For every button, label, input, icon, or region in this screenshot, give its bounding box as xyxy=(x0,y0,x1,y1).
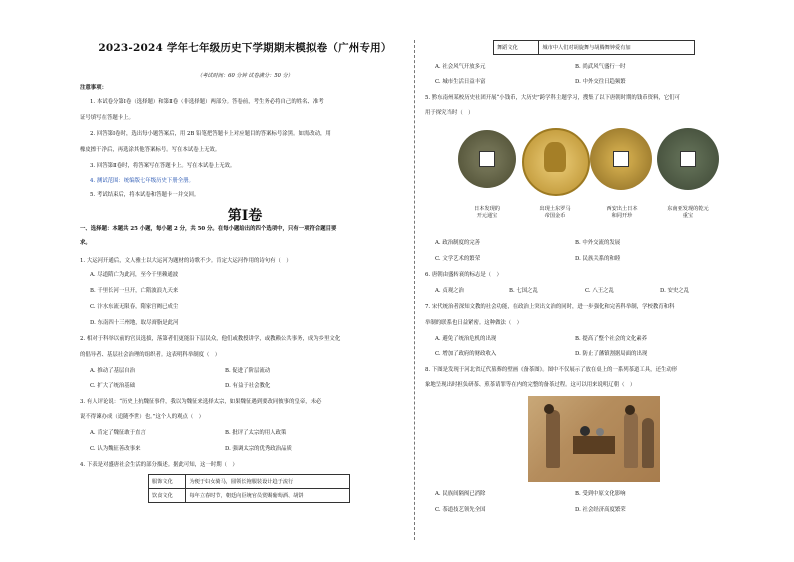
option: D. 有益于社会教化 xyxy=(225,383,271,389)
notes-label: 注意事项： xyxy=(80,85,107,91)
exam-time-note: （考试时间：60 分钟 试卷满分：50 分） xyxy=(197,73,293,79)
q4-table xyxy=(148,474,350,503)
option: A. 肯定了魏征敢于直言 xyxy=(90,430,146,436)
instructions: 一、选择题：本题共 25 小题，每小题 2 分，共 50 分。在每小题给出的四个选项中，只有一项符合题目要 xyxy=(80,226,337,232)
option: A. 政治制度的完善 xyxy=(435,240,481,246)
coin-caption xyxy=(587,206,657,220)
question-3: 3. 有人评论说：“历史上抗魏征事件，我以为魏征来选择太宗，如果魏征遇到要改同彼事的皇帝，未必 xyxy=(80,399,322,405)
q4-table-cont xyxy=(493,40,695,55)
table-cell: 舞蹈文化 xyxy=(494,41,539,55)
qianyuan-coin-image xyxy=(657,128,719,190)
kaiyuan-coin-image xyxy=(458,130,516,188)
caption-line: 和同开珍 xyxy=(611,213,633,219)
option: C. 茶道技艺领先全国 xyxy=(435,507,486,513)
question-7: 7. 宋代统治者深知文教的社会功能，在政治上突出文治的同时，进一步强化和完善科举制，学校教育和科 xyxy=(425,304,675,310)
option: A. 社会风气开放多元 xyxy=(435,64,486,70)
coin-caption xyxy=(452,206,522,220)
caption-line: 开元通宝 xyxy=(476,213,498,219)
wadokaichin-coin-image xyxy=(590,128,652,190)
caption-line: 重宝 xyxy=(682,213,694,219)
option: A. 避免了统治危机的出现 xyxy=(435,336,497,342)
option: D. 防止了藩镇割据局面的出现 xyxy=(575,351,648,357)
coin-caption xyxy=(520,206,590,220)
table-row xyxy=(149,475,350,489)
note-line: 证号填写在答题卡上。 xyxy=(80,115,134,121)
option: C. 八王之乱 xyxy=(585,288,614,294)
question-2-cont: 的倡导者、基层社会治理的组织者。这表明科举制度（ ） xyxy=(80,352,221,358)
question-6: 6. 唐朝由盛转衰的标志是（ ） xyxy=(425,272,502,278)
option: A. 推动了基层自治 xyxy=(90,368,136,374)
note-line: 5. 考试结束后，将本试卷和答题卡一并交回。 xyxy=(90,192,200,198)
option: A. 尽道隋亡为此河，至今千里赖通波 xyxy=(90,272,179,278)
option: C. 认为魏征善改事来 xyxy=(90,446,141,452)
option: B. 受到中原文化影响 xyxy=(575,491,626,497)
caption-line: 出现土东罗马 xyxy=(539,206,571,212)
option: D. 社会经济高度繁荣 xyxy=(575,507,626,513)
caption-line: 西安出土日本 xyxy=(606,206,638,212)
option: B. 促进了阶层流动 xyxy=(225,368,271,374)
note-line: 2. 回答第Ⅰ卷时，选出每小题答案后，用 2B 铅笔把答题卡上对应题目的答案标号涂黑。如需改动，用 xyxy=(90,131,331,137)
option: D. 中外交往日趋频繁 xyxy=(575,79,626,85)
option: A. 民族间隔阂已消除 xyxy=(435,491,486,497)
question-8-cont: 象地呈现出时担负研茶、煎茶请罪等在内的完整的备茶过程。这可以用来说明辽朝（ ） xyxy=(425,382,636,388)
option: C. 增加了政府的财政收入 xyxy=(435,351,497,357)
note-line: 橡皮擦干净后，再选涂其他答案标号。写在本试卷上无效。 xyxy=(80,147,221,153)
option: C. 文学艺术的繁荣 xyxy=(435,256,481,262)
question-1: 1. 大运河开通后，文人雅士以大运河为题材的诗歌不少。肯定大运河作用的诗句有（ ） xyxy=(80,258,292,264)
question-3-cont: 说不得谏办成（追随李世）也。”这个人的观点（ ） xyxy=(80,414,205,420)
table-cell: 饮食文化 xyxy=(149,489,186,503)
caption-line: 东南亚发现的乾元 xyxy=(667,206,709,212)
column-divider xyxy=(414,40,415,540)
option: D. 东南四十三州地，取尽膏脂是此河 xyxy=(90,320,179,326)
option: B. 中外交流的发展 xyxy=(575,240,621,246)
section-title: 第Ⅰ卷 xyxy=(227,208,263,224)
option: B. 七国之乱 xyxy=(509,288,538,294)
table-cell: 服饰文化 xyxy=(149,475,186,489)
option: D. 民族关系的和睦 xyxy=(575,256,621,262)
coin-caption xyxy=(653,206,723,220)
table-cell: 每年立春时节，朝廷向臣统官员赏赐葡萄酒、胡饼 xyxy=(186,489,350,503)
byzantine-gold-coin-image xyxy=(522,128,590,196)
question-8: 8. 下图是发现于河北省辽代墓葬的壁画《备茶图》。图中不仅展示了放在桌上的一系列茶道工具，还生动形 xyxy=(425,367,678,373)
option: A. 贞观之治 xyxy=(435,288,464,294)
option: C. 汴水东流无限春，隋家宫阙已成尘 xyxy=(90,304,179,310)
caption-line: 日本发现的 xyxy=(474,206,500,212)
table-row xyxy=(149,489,350,503)
option: D. 安史之乱 xyxy=(660,288,690,294)
instructions: 求。 xyxy=(80,240,91,246)
page-title: 2023-2024 学年七年级历史下学期期末模拟卷（广州专用） xyxy=(98,42,392,54)
question-7-cont: 举制的联系也日益紧密。这种做法（ ） xyxy=(425,320,523,326)
caption-line: 帝国金币 xyxy=(544,213,566,219)
tea-preparation-mural-image xyxy=(528,396,660,482)
option: D. 强调太宗的优秀政治品质 xyxy=(225,446,292,452)
option: C. 城市生活日益丰富 xyxy=(435,79,486,85)
table-cell: 城市中人们对胡旋舞与胡腾舞钟爱有加 xyxy=(539,41,695,55)
table-cell: 为便于妇女骑马，圆领长袍服装设计趋于流行 xyxy=(186,475,350,489)
option: B. 批评了太宗的用人政策 xyxy=(225,430,287,436)
note-line: 4. 测试范围：统编版七年级历史下册全册。 xyxy=(90,178,194,184)
question-2: 2. 相对于科举以前的官员选拔，落第者们更能沿下层民众，他们或教授讲学，或教赖公共事务，成为乡里文化 xyxy=(80,336,341,342)
table-row xyxy=(494,41,695,55)
option: B. 提高了整个社会的文化素养 xyxy=(575,336,648,342)
question-5-cont: 用于探究当时（ ） xyxy=(425,110,474,116)
question-4: 4. 下表是对盛唐社会生活的部分描述。据此可知，这一时期（ ） xyxy=(80,462,238,468)
note-line: 3. 回答第Ⅱ卷时，将答案写在答题卡上。写在本试卷上无效。 xyxy=(90,163,236,169)
option: C. 扩大了统治基础 xyxy=(90,383,136,389)
option: B. 尚武风气盛行一时 xyxy=(575,64,626,70)
note-line: 1. 本试卷分第Ⅰ卷（选择题）和第Ⅱ卷（非选择题）两部分。答卷前，考生务必将自己的姓名、准考 xyxy=(90,99,324,105)
option: B. 千里长河一旦开，亡隋波浪九天来 xyxy=(90,288,179,294)
question-5: 5. 黔东南州某校历史社团开展“小钱币，大历史”跨学科主题学习，搜集了以下唐朝时期的钱币资料，它们可 xyxy=(425,95,680,101)
